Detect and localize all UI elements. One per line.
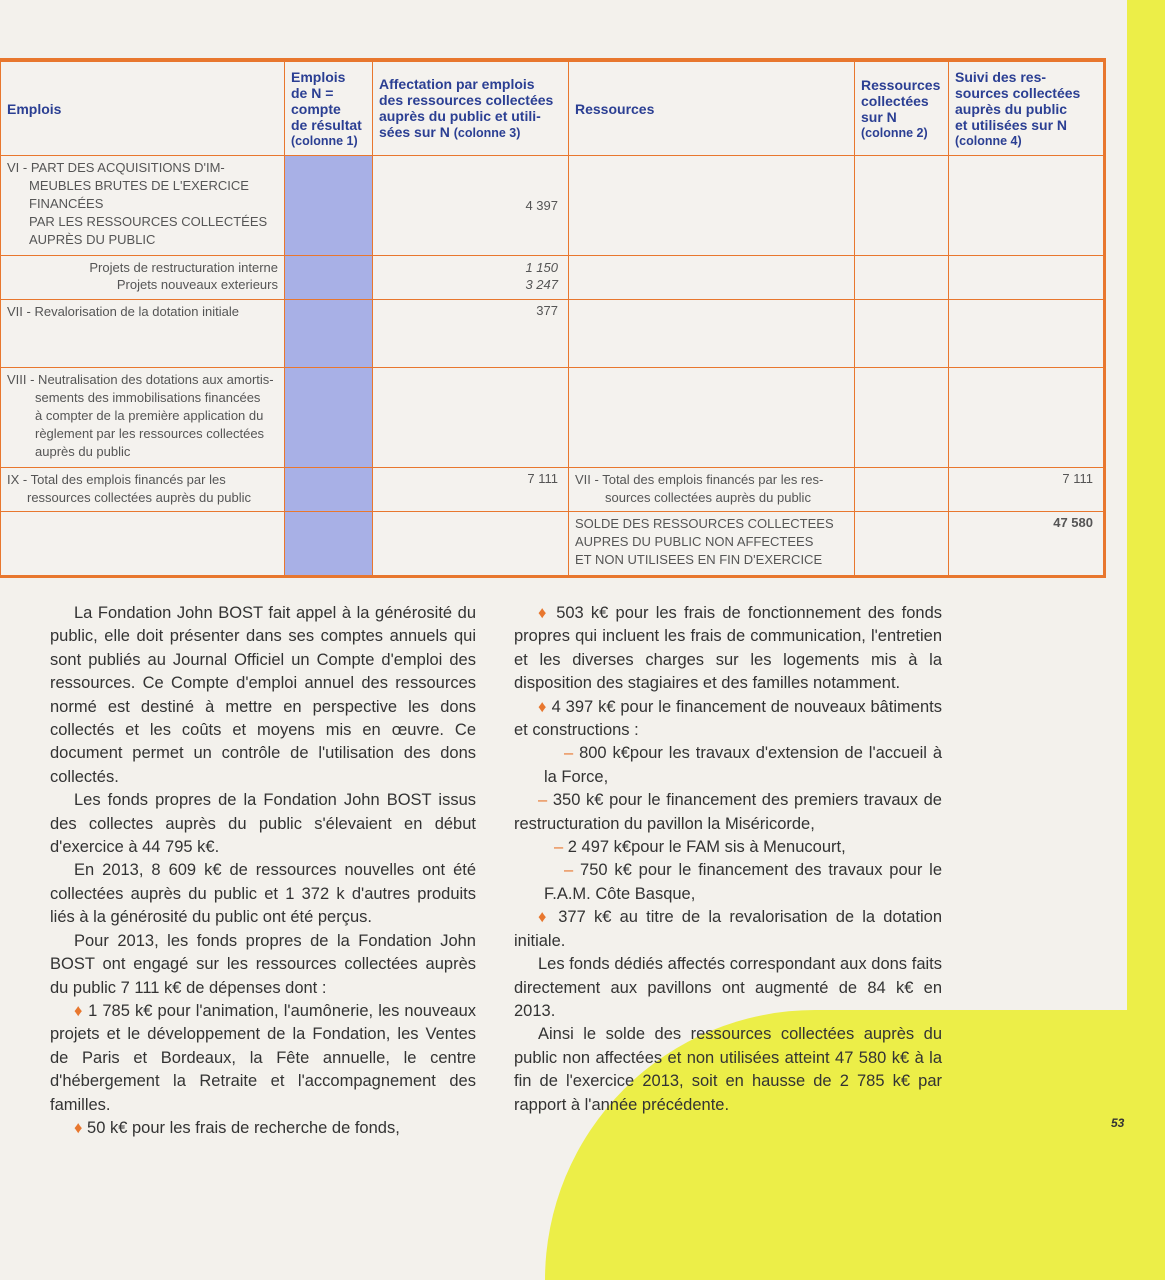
- bullet-item: ♦ 1 785 k€ pour l'animation, l'aumônerie, les nouveaux projets et le développement de la Fondation, les Ventes de Paris et Bordeaux, la Fête annuelle, le centre d'hébergement la Retraite et l'accompagnement des familles.: [50, 1001, 476, 1114]
- table-row: [1, 300, 1104, 368]
- diamond-bullet-icon: ♦: [74, 1118, 83, 1137]
- header-col1-line: de N =: [291, 84, 334, 101]
- col3-cell: [373, 368, 569, 468]
- col2-cell: [855, 256, 949, 300]
- dash-icon: –: [538, 791, 548, 810]
- table-row: [1, 368, 1104, 468]
- ressources-cell: [569, 256, 855, 300]
- bullet-item: ♦ 50 k€ pour les frais de recherche de fonds,: [74, 1118, 400, 1137]
- dash-icon: –: [564, 744, 574, 763]
- header-col1-line: de résultat: [291, 116, 362, 133]
- header-emplois: Emplois: [1, 62, 285, 156]
- paragraph: Ainsi le solde des ressources collectées auprès du public non affectées et non utilisées atteint 47 580 k€ à la fin de l'exercice 2013, soit en hausse de 2 785 k€ par rapport à l'année précédente.: [514, 1025, 942, 1114]
- ressources-cell: SOLDE DES RESSOURCES COLLECTEES AUPRES DU PUBLIC NON AFFECTEES ET NON UTILISEES EN FIN D'EXERCICE: [569, 512, 855, 576]
- row-label: VIII - Neutralisation des dotations aux amortis- sements des immobilisations financées à compter de la première application du règlement par les ressources collectées auprès du public: [1, 368, 285, 468]
- header-col2: Ressources collectées sur N (colonne 2): [855, 62, 949, 156]
- bullet-item: ♦ 503 k€ pour les frais de fonctionnement des fonds propres qui incluent les frais de communication, l'entretien et les diverses charges sur les logements mis à la disposition des stagiaires et des familles notamment.: [514, 604, 943, 693]
- col3-cell: 7 111: [373, 468, 569, 512]
- header-col1-line: Emplois: [291, 68, 346, 85]
- header-ressources: Ressources: [569, 62, 855, 156]
- col4-cell: 7 111: [949, 468, 1104, 512]
- diamond-bullet-icon: ♦: [538, 908, 551, 927]
- table-row: [1, 256, 1104, 300]
- diamond-bullet-icon: ♦: [538, 604, 550, 622]
- col2-cell: [855, 468, 949, 512]
- left-text-column: [50, 602, 476, 1140]
- col1-cell: [285, 368, 373, 468]
- row-label: [1, 512, 285, 576]
- col2-cell: [855, 156, 949, 256]
- col4-cell: 47 580: [949, 512, 1104, 576]
- diamond-bullet-icon: ♦: [74, 1001, 83, 1020]
- paragraph: En 2013, 8 609 k€ de ressources nouvelles ont été collectées auprès du public et 1 372 k d'autres produits liés à la générosité du public ont été perçus.: [50, 861, 476, 927]
- col1-cell: [285, 156, 373, 256]
- col4-cell: [949, 256, 1104, 300]
- table-row-total: [1, 468, 1104, 512]
- paragraph: Les fonds propres de la Fondation John BOST issus des collectes auprès du public s'élevaient en début d'exercice à 44 795 k€.: [50, 791, 476, 857]
- header-row: [1, 62, 1104, 156]
- header-col1: [285, 62, 373, 156]
- dash-item: – 2 497 k€pour le FAM sis à Menucourt,: [554, 838, 846, 857]
- resources-table: [0, 58, 1106, 578]
- ressources-cell: [569, 300, 855, 368]
- dash-item: – 350 k€ pour le financement des premiers travaux de restructuration du pavillon la Miséricorde,: [514, 791, 942, 833]
- header-col3: Affectation par emplois des ressources collectées auprès du public et utili- sées sur N (colonne 3): [373, 62, 569, 156]
- row-label: VI - PART DES ACQUISITIONS D'IM- MEUBLES BRUTES DE L'EXERCICE FINANCÉES PAR LES RESSOURCES COLLECTÉES AUPRÈS DU PUBLIC: [1, 156, 285, 256]
- header-col1-sub: (colonne 1): [291, 133, 358, 148]
- table-row: [1, 156, 1104, 256]
- page-number: 53: [1111, 1116, 1125, 1130]
- dash-item: – 800 k€pour les travaux d'extension de l'accueil à la Force,: [544, 744, 942, 786]
- col4-cell: [949, 156, 1104, 256]
- col1-cell: [285, 256, 373, 300]
- col3-cell: 4 397: [373, 156, 569, 256]
- paragraph: Les fonds dédiés affectés correspondant aux dons faits directement aux pavillons ont augmenté de 84 k€ en 2013.: [514, 955, 942, 1020]
- right-text-column: [514, 602, 942, 1117]
- col2-cell: [855, 368, 949, 468]
- header-col4: Suivi des res- sources collectées auprès du public et utilisées sur N (colonne 4): [949, 62, 1104, 156]
- col3-cell: 1 150 3 247: [373, 256, 569, 300]
- paragraph: Pour 2013, les fonds propres de la Fondation John BOST ont engagé sur les ressources collectées auprès du public 7 111 k€ de dépenses dont :: [50, 931, 476, 997]
- header-col1-line: compte: [291, 100, 341, 117]
- dash-item: – 750 k€ pour le financement des travaux pour le F.A.M. Côte Basque,: [544, 861, 942, 903]
- diamond-bullet-icon: ♦: [538, 697, 547, 716]
- dash-icon: –: [564, 861, 574, 880]
- col1-cell: [285, 468, 373, 512]
- col3-cell: 377: [373, 300, 569, 368]
- ressources-cell: VII - Total des emplois financés par les res- sources collectées auprès du public: [569, 468, 855, 512]
- table-row-solde: [1, 512, 1104, 576]
- col4-cell: [949, 300, 1104, 368]
- bullet-item: ♦ 377 k€ au titre de la revalorisation de la dotation initiale.: [514, 908, 943, 950]
- row-label: Projets de restructuration interne Projets nouveaux exterieurs: [1, 256, 285, 300]
- bullet-item: ♦ 4 397 k€ pour le financement de nouveaux bâtiments et constructions :: [514, 697, 942, 740]
- col1-cell: [285, 300, 373, 368]
- col1-cell: [285, 512, 373, 576]
- col4-cell: [949, 368, 1104, 468]
- row-label: IX - Total des emplois financés par les ressources collectées auprès du public: [1, 468, 285, 512]
- col3-cell: [373, 512, 569, 576]
- ressources-cell: [569, 368, 855, 468]
- paragraph: La Fondation John BOST fait appel à la générosité du public, elle doit présenter dans ses comptes annuels qui sont publiés au Journal Officiel un Compte d'emploi des ressources. Ce Compte d'emploi annuel des ressources normé est destiné à mettre en perspective les dons collectés et les coûts et moyens mis en œuvre. Ce document permet un contrôle de l'utilisation des dons collectés.: [50, 604, 476, 786]
- col2-cell: [855, 300, 949, 368]
- dash-icon: –: [554, 838, 564, 857]
- col2-cell: [855, 512, 949, 576]
- row-label: VII - Revalorisation de la dotation initiale: [1, 300, 285, 368]
- cer-table: [0, 61, 1104, 576]
- ressources-cell: [569, 156, 855, 256]
